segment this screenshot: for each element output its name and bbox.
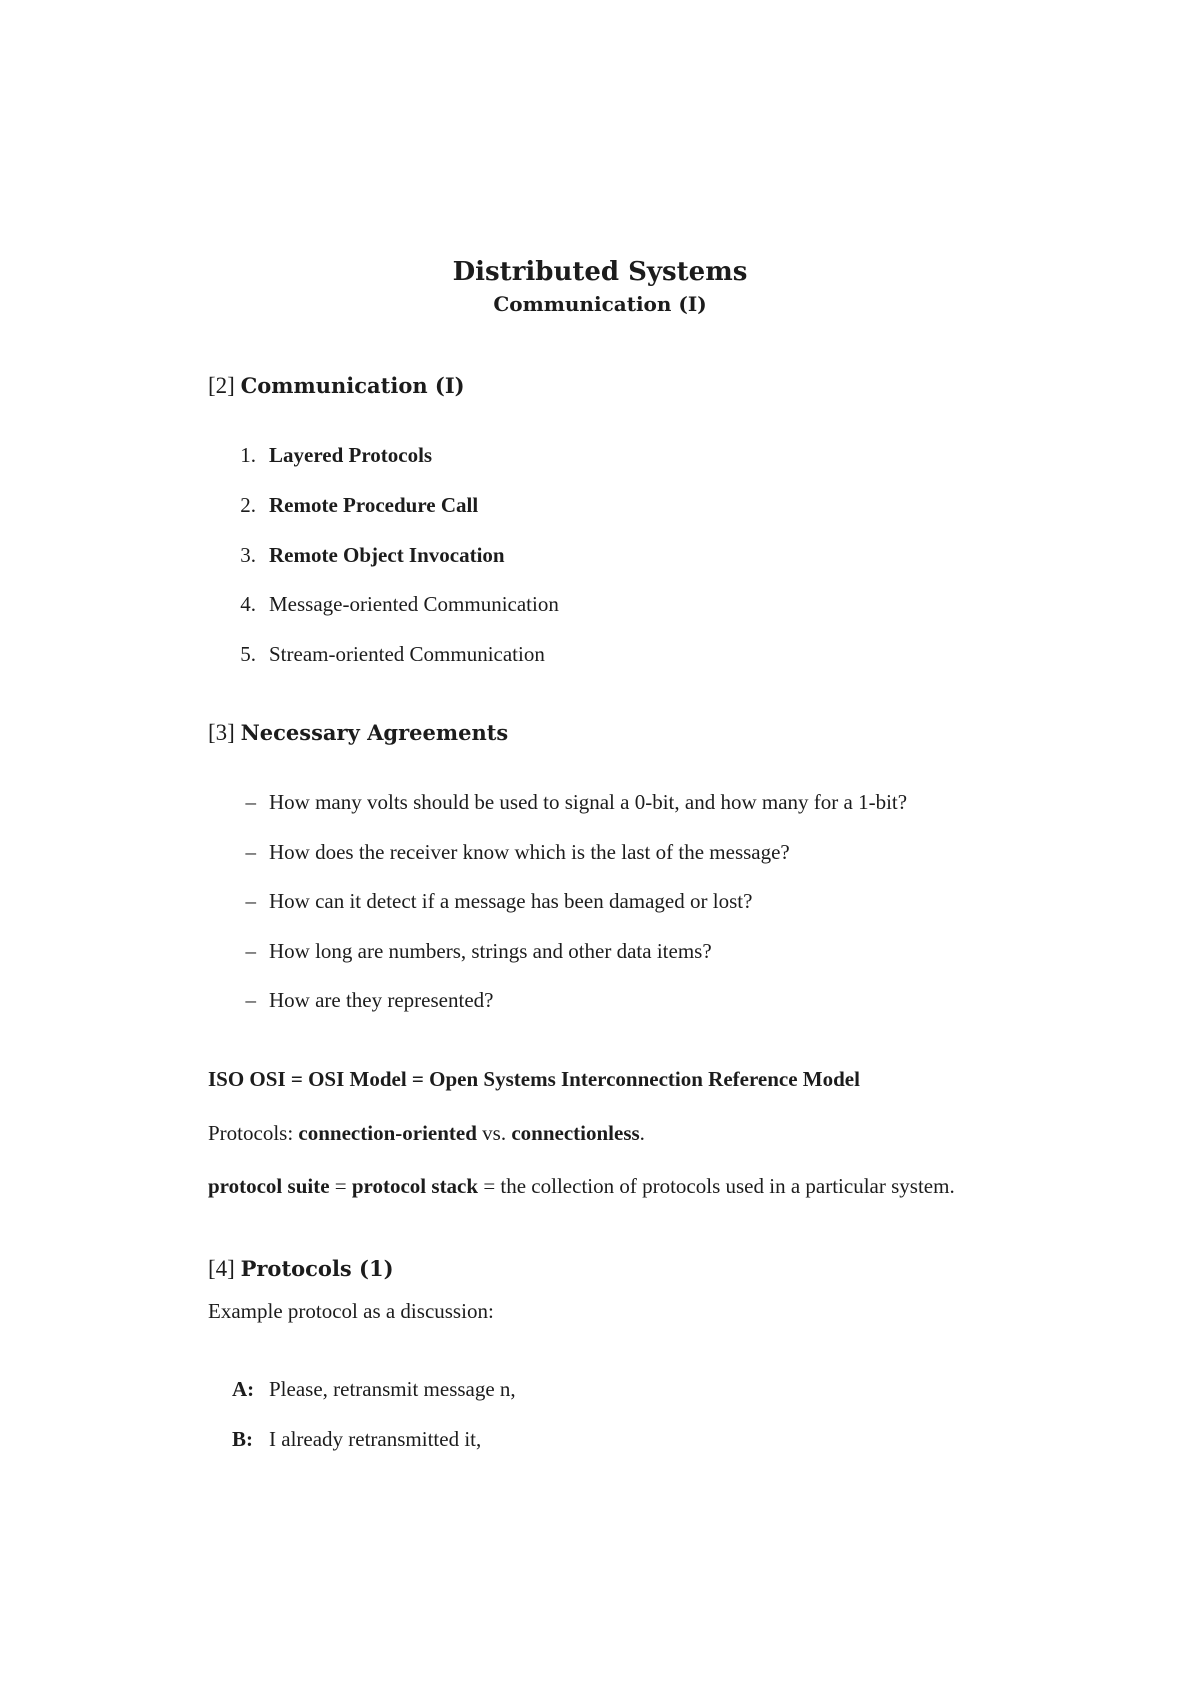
section-title: Communication (I) — [240, 373, 465, 398]
section-heading-agreements — [208, 718, 508, 748]
term-protocol-suite: protocol suite — [208, 1174, 330, 1198]
dialog-text: I already retransmitted it, — [269, 1427, 482, 1451]
list-item-text: Remote Procedure Call — [269, 493, 479, 517]
suite-definition — [208, 1171, 1008, 1201]
osi-definition: ISO OSI = OSI Model = Open Systems Interconnection Reference Model — [208, 1067, 860, 1091]
protocols-middle: vs. — [476, 1121, 512, 1145]
list-item-text: Stream-oriented Communication — [269, 642, 545, 666]
list-number: 3. — [240, 543, 256, 567]
list-number: 2. — [240, 493, 256, 517]
list-number: 5. — [240, 642, 256, 666]
list-item-text: Layered Protocols — [269, 443, 433, 467]
list-item-text: How can it detect if a message has been damaged or lost? — [269, 889, 753, 913]
list-item-text: How does the receiver know which is the last of the message? — [269, 840, 790, 864]
list-dash: – — [245, 988, 256, 1012]
dialog-speaker: A: — [232, 1377, 255, 1401]
section-heading-protocols — [208, 1254, 394, 1284]
term-protocol-stack: protocol stack — [351, 1174, 479, 1198]
title-block — [0, 254, 1200, 318]
list-item-text: Remote Object Invocation — [269, 543, 505, 567]
term-connectionless: connectionless — [511, 1121, 640, 1145]
list-dash: – — [245, 939, 256, 963]
list-item-text: Message-oriented Communication — [269, 592, 559, 616]
list-number: 4. — [240, 592, 256, 616]
section-title: Necessary Agreements — [240, 720, 509, 745]
example-intro: Example protocol as a discussion: — [208, 1299, 494, 1323]
page-subtitle: Communication (I) — [493, 292, 707, 316]
section-heading-communication — [208, 371, 465, 401]
protocols-suffix: . — [639, 1121, 645, 1145]
section-number: [3] — [208, 720, 235, 745]
list-item-text: How are they represented? — [269, 988, 494, 1012]
section-number: [2] — [208, 373, 235, 398]
protocols-prefix: Protocols: — [208, 1121, 299, 1145]
list-number: 1. — [240, 443, 256, 467]
list-dash: – — [245, 790, 256, 814]
section-number: [4] — [208, 1256, 235, 1281]
protocols-line — [208, 1118, 1008, 1148]
suite-eq: = — [329, 1174, 352, 1198]
list-item-text: How long are numbers, strings and other data items? — [269, 939, 712, 963]
term-connection-oriented: connection-oriented — [298, 1121, 477, 1145]
dialog-text: Please, retransmit message n, — [269, 1377, 516, 1401]
page-title: Distributed Systems — [452, 257, 748, 287]
list-dash: – — [245, 889, 256, 913]
list-item-text: How many volts should be used to signal a 0-bit, and how many for a 1-bit? — [269, 790, 908, 814]
section-title: Protocols (1) — [240, 1256, 394, 1281]
suite-rest: = the collection of protocols used in a particular system. — [478, 1174, 955, 1198]
list-dash: – — [245, 840, 256, 864]
dialog-speaker: B: — [232, 1427, 253, 1451]
